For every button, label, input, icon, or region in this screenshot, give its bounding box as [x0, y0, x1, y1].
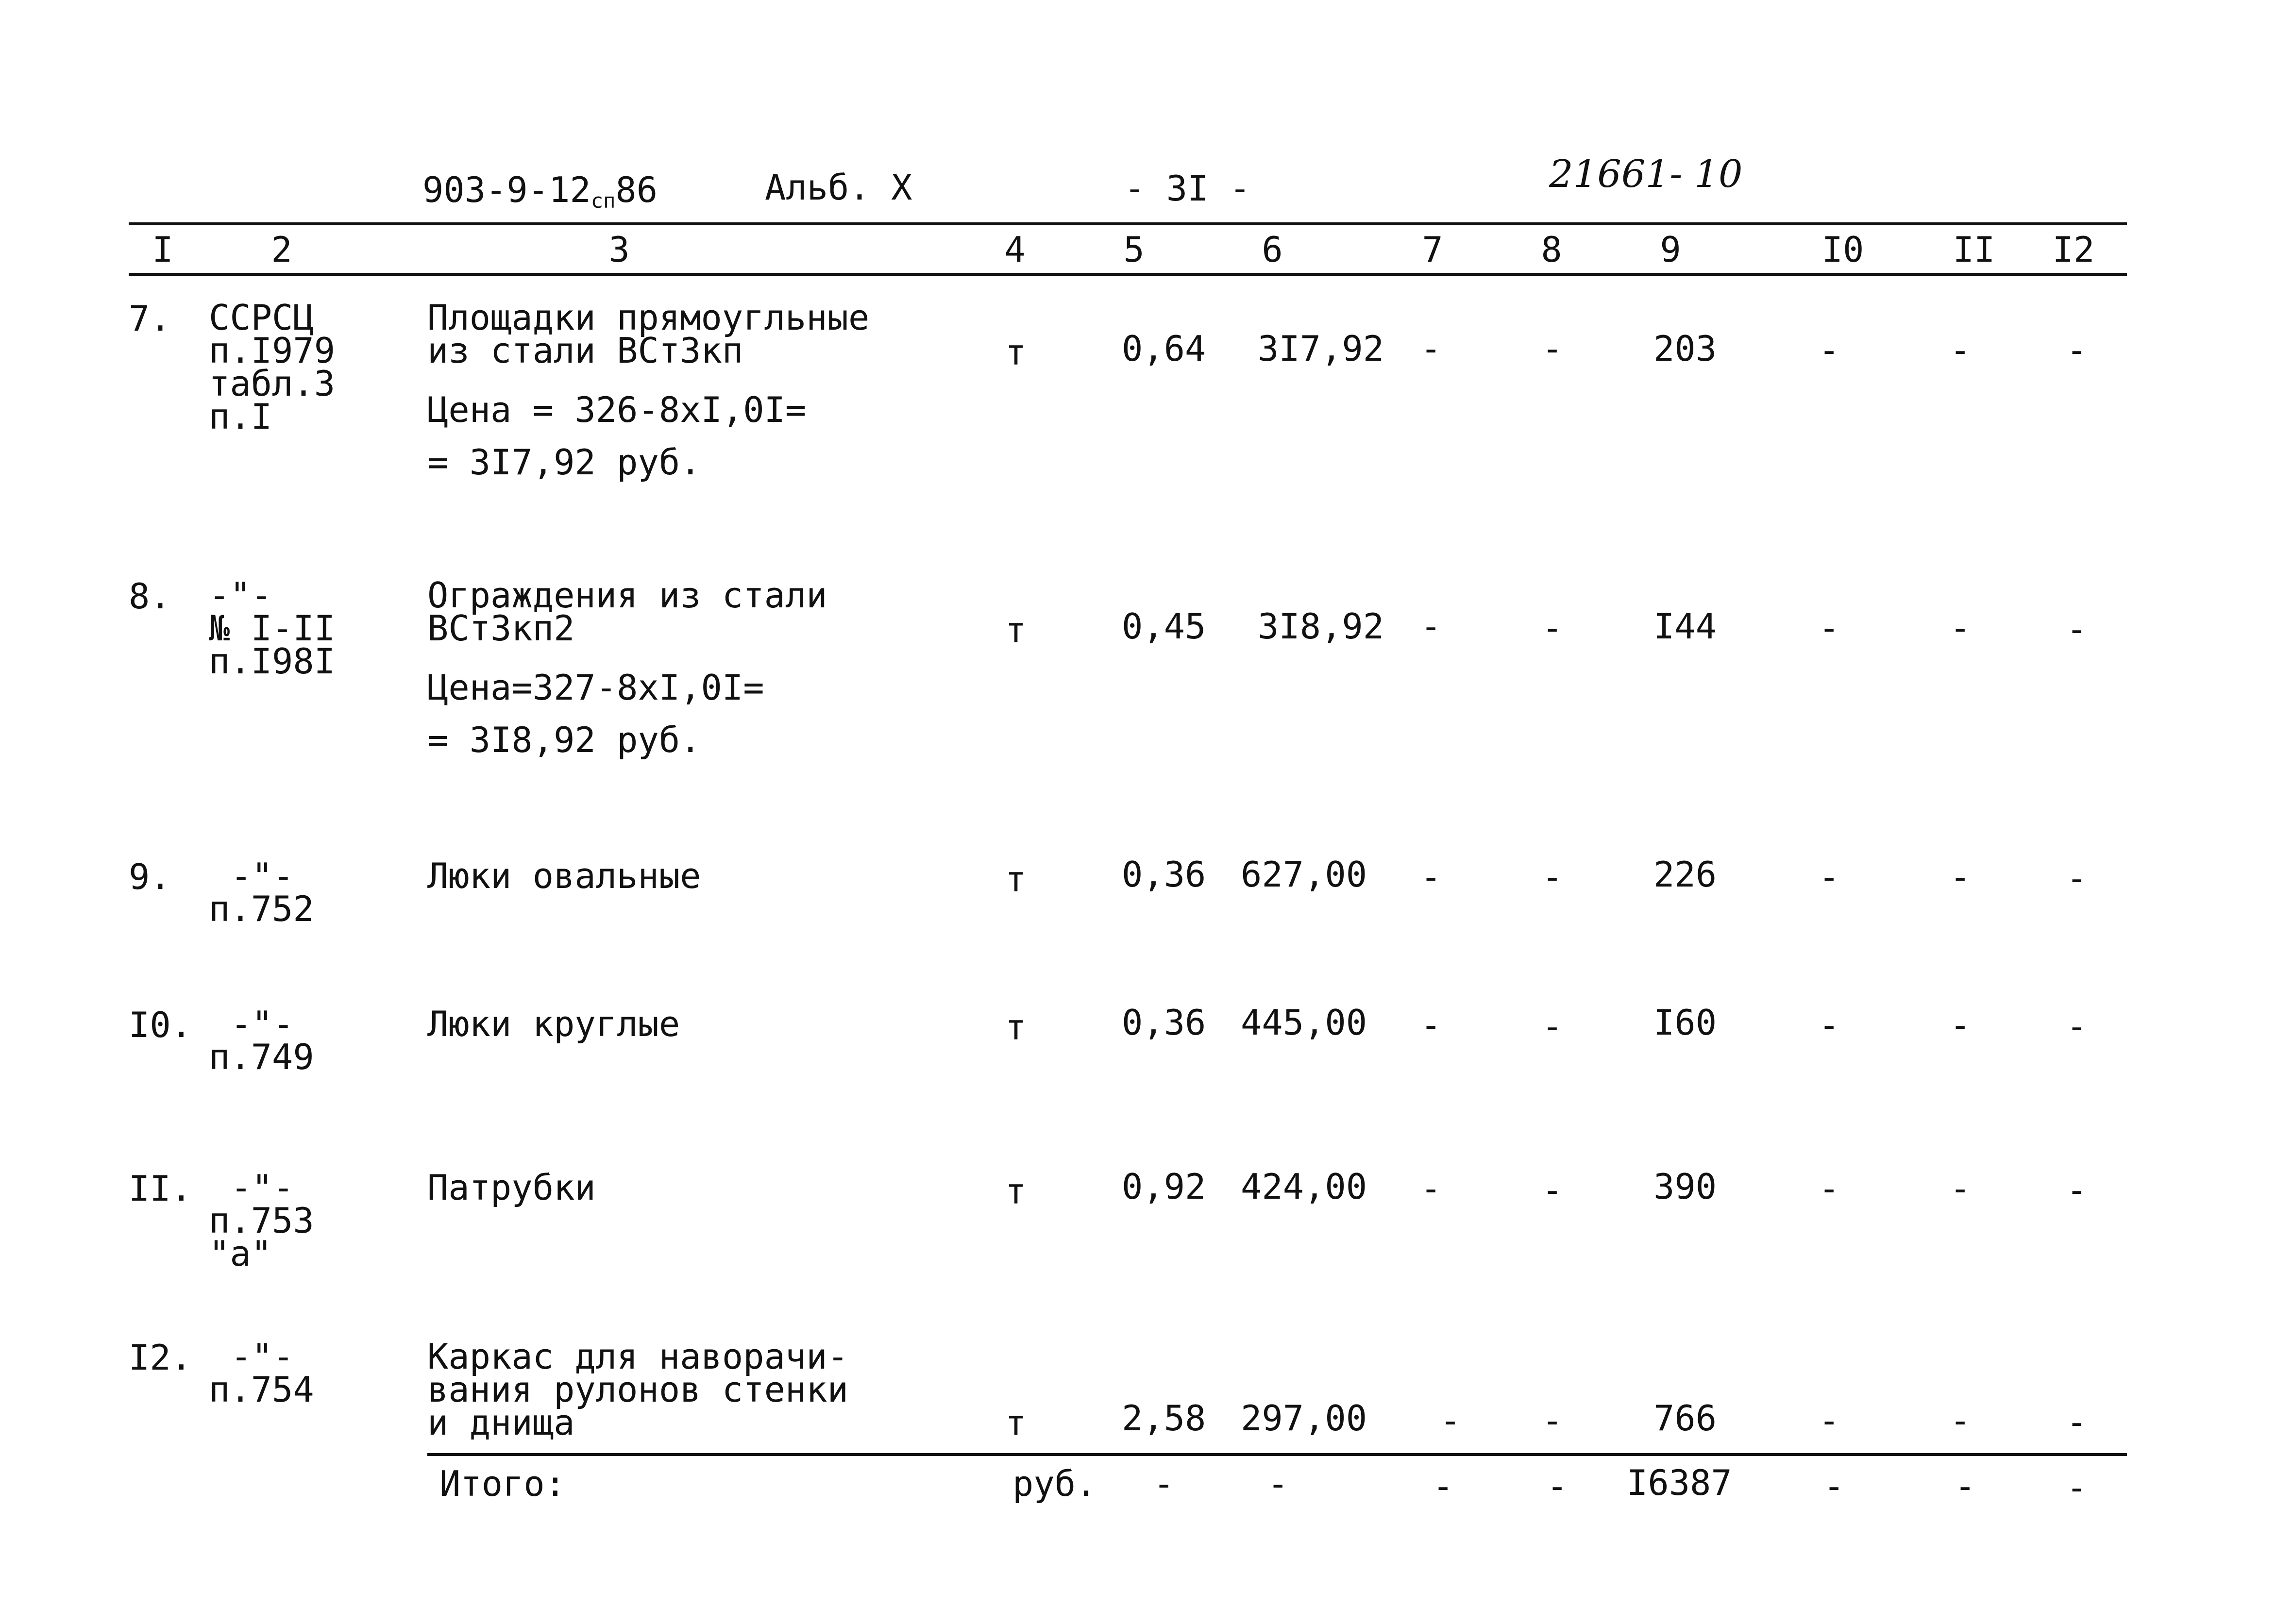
row-col10: -	[1819, 1168, 1840, 1209]
summary-col12: -	[2066, 1467, 2088, 1508]
row-number: I2.	[129, 1337, 192, 1378]
row-col10: -	[1819, 1005, 1840, 1045]
document-code-subscript: сп	[590, 189, 616, 213]
row-col8: -	[1542, 328, 1563, 369]
row-quantity: 0,36	[1122, 854, 1206, 895]
row-col7: -	[1440, 1400, 1461, 1441]
row-col11: -	[1950, 856, 1971, 897]
row-reference-line: -"-	[231, 1336, 294, 1377]
row-col7: -	[1420, 328, 1442, 369]
column-header-2: 2	[271, 229, 292, 270]
row-unit: т	[1005, 1171, 1027, 1212]
row-quantity: 0,92	[1122, 1166, 1206, 1207]
summary-col8: -	[1547, 1466, 1568, 1507]
row-col7: -	[1420, 1005, 1442, 1045]
row-unit-price: 445,00	[1241, 1002, 1367, 1043]
summary-total: I6387	[1627, 1462, 1732, 1503]
row-price-formula	[427, 661, 764, 766]
column-header-3: 3	[608, 229, 630, 270]
column-header-10: I0	[1822, 229, 1864, 270]
row-col11: -	[1950, 607, 1971, 648]
header-top-rule	[129, 222, 2127, 225]
column-header-7: 7	[1422, 229, 1443, 270]
row-reference	[209, 1004, 314, 1077]
summary-col5: -	[1153, 1463, 1175, 1504]
row-description-line: вания рулонов стенки	[427, 1369, 848, 1410]
row-col11: -	[1950, 1168, 1971, 1209]
row-description	[427, 575, 827, 649]
row-total: 766	[1653, 1398, 1717, 1439]
row-unit-price: 424,00	[1241, 1166, 1367, 1207]
row-description-line: Люки овальные	[427, 855, 701, 896]
row-quantity: 0,64	[1122, 328, 1206, 369]
row-unit: т	[1005, 859, 1027, 900]
row-reference-line: № I-II	[209, 608, 336, 649]
summary-col7: -	[1433, 1466, 1454, 1507]
row-description-line: ВСтЗкп2	[427, 608, 575, 649]
row-col8: -	[1542, 607, 1563, 648]
row-description	[427, 1167, 596, 1208]
row-reference	[209, 575, 336, 682]
row-price-formula-line: = 3I8,92 руб.	[427, 720, 701, 760]
row-col12: -	[2066, 1402, 2088, 1442]
row-number: 8.	[129, 576, 171, 617]
row-reference	[209, 855, 314, 929]
row-price-formula-line: = 3I7,92 руб.	[427, 442, 701, 483]
column-header-4: 4	[1004, 229, 1026, 270]
row-total: 226	[1653, 854, 1717, 895]
row-description-line: Площадки прямоугльные	[427, 297, 870, 338]
row-unit-price: 3I7,92	[1258, 328, 1384, 369]
row-col7: -	[1420, 856, 1442, 897]
row-description	[427, 1336, 848, 1443]
row-description-line: Каркас для наворачи-	[427, 1336, 848, 1377]
row-description-line: Люки круглые	[427, 1004, 680, 1044]
row-col8: -	[1542, 1006, 1563, 1047]
row-reference	[209, 1336, 314, 1410]
row-unit-price: 627,00	[1241, 854, 1367, 895]
row-col8: -	[1542, 856, 1563, 897]
handwritten-number: 21661- 10	[1549, 152, 1743, 196]
summary-top-rule	[427, 1453, 2127, 1456]
row-total: 390	[1653, 1166, 1717, 1207]
row-col8: -	[1542, 1400, 1563, 1441]
header-bottom-rule	[129, 273, 2127, 276]
column-header-6: 6	[1262, 229, 1283, 270]
row-col11: -	[1950, 1005, 1971, 1045]
row-col7: -	[1420, 1168, 1442, 1209]
row-reference-line: -"-	[209, 575, 272, 616]
column-header-11: II	[1953, 229, 1995, 270]
summary-unit: руб.	[1012, 1463, 1097, 1504]
row-price-formula-line: Цена = 326-8хI,0I=	[427, 389, 807, 430]
row-reference-line: -"-	[231, 1004, 294, 1044]
row-number: II.	[129, 1168, 192, 1209]
row-number: I0.	[129, 1005, 192, 1045]
row-reference-line: -"-	[231, 855, 294, 896]
page-number: - 3I -	[1124, 168, 1251, 209]
row-description-line: из стали ВСтЗкп	[427, 330, 743, 371]
column-header-8: 8	[1541, 229, 1562, 270]
row-reference	[209, 297, 336, 437]
column-header-12: I2	[2052, 229, 2095, 270]
row-reference-line: п.I979	[209, 330, 336, 371]
document-code-year: 86	[615, 169, 658, 210]
column-header-5: 5	[1123, 229, 1145, 270]
row-col8: -	[1542, 1170, 1563, 1210]
row-col10: -	[1819, 607, 1840, 648]
row-col11: -	[1950, 1400, 1971, 1441]
row-reference-line: п.754	[209, 1369, 314, 1410]
row-reference-line: -"-	[231, 1167, 294, 1208]
row-unit-price: 3I8,92	[1258, 606, 1384, 647]
row-total: I60	[1653, 1002, 1717, 1043]
row-total: 203	[1653, 328, 1717, 369]
document-code	[422, 169, 658, 213]
row-unit: т	[1005, 610, 1027, 651]
row-col10: -	[1819, 330, 1840, 370]
summary-col11: -	[1955, 1466, 1976, 1507]
row-quantity: 2,58	[1122, 1398, 1206, 1439]
summary-col10: -	[1823, 1466, 1845, 1507]
summary-label: Итого:	[439, 1463, 566, 1504]
row-number: 9.	[129, 856, 171, 897]
row-quantity: 0,36	[1122, 1002, 1206, 1043]
row-reference-line: табл.3	[209, 363, 336, 404]
album-label: Альб. X	[765, 167, 912, 208]
summary-col6: -	[1267, 1463, 1289, 1504]
row-reference-line: "а"	[209, 1233, 272, 1274]
row-price-formula-line: Цена=327-8хI,0I=	[427, 667, 764, 708]
row-description	[427, 1004, 680, 1044]
row-col12: -	[2066, 1006, 2088, 1047]
column-header-1: I	[152, 229, 173, 270]
row-col12: -	[2066, 858, 2088, 899]
row-description-line: Патрубки	[427, 1167, 596, 1208]
row-description	[427, 297, 870, 371]
document-code-number: 903-9-12	[422, 169, 591, 210]
row-col12: -	[2066, 1170, 2088, 1210]
row-reference	[209, 1167, 314, 1274]
row-total: I44	[1653, 606, 1717, 647]
column-header-9: 9	[1660, 229, 1681, 270]
row-description-line: и днища	[427, 1402, 575, 1443]
row-col10: -	[1819, 856, 1840, 897]
row-reference-line: п.I	[209, 396, 272, 437]
row-reference-line: ССРСЦ	[209, 297, 314, 338]
row-col12: -	[2066, 330, 2088, 370]
row-reference-line: п.749	[209, 1037, 314, 1077]
row-col11: -	[1950, 330, 1971, 370]
row-col7: -	[1420, 606, 1442, 647]
row-col10: -	[1819, 1400, 1840, 1441]
row-reference-line: п.752	[209, 888, 314, 929]
row-reference-line: п.I98I	[209, 641, 336, 682]
row-description	[427, 855, 701, 896]
row-unit: т	[1005, 332, 1027, 373]
row-unit: т	[1005, 1007, 1027, 1048]
row-reference-line: п.753	[209, 1200, 314, 1241]
row-unit-price: 297,00	[1241, 1398, 1367, 1439]
row-quantity: 0,45	[1122, 606, 1206, 647]
row-number: 7.	[129, 298, 171, 339]
row-col12: -	[2066, 609, 2088, 650]
row-description-line: Ограждения из стали	[427, 575, 827, 616]
row-price-formula	[427, 384, 806, 488]
row-unit: т	[1005, 1403, 1027, 1443]
